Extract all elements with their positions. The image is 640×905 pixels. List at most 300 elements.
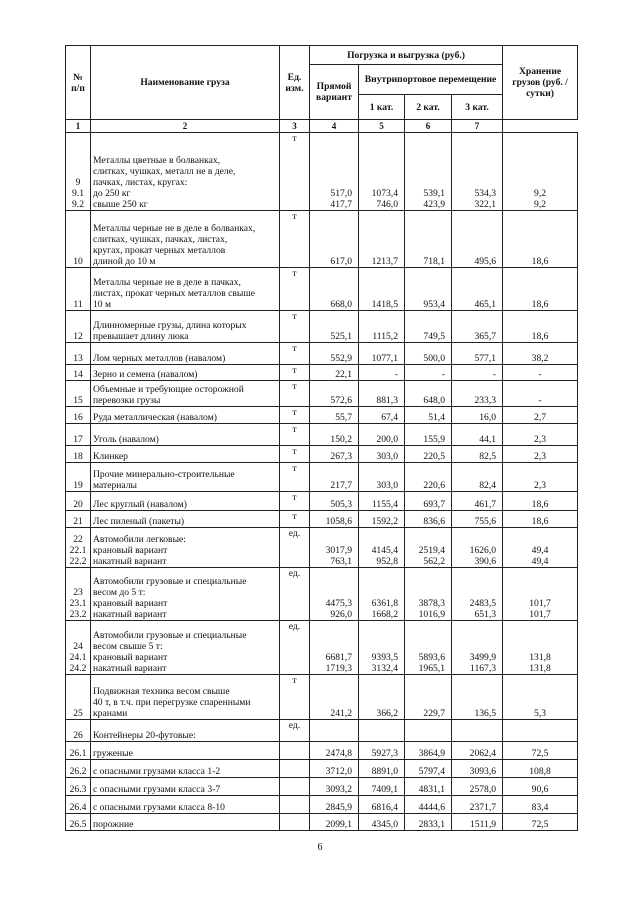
cat3-value-line: 465,1: [474, 299, 497, 310]
cat3-value: [452, 407, 503, 424]
direct-value: [310, 446, 359, 463]
row-number-line: 19: [73, 480, 83, 491]
cargo-name-line: Подвижная техника весом свыше: [93, 686, 230, 697]
direct-value: [310, 407, 359, 424]
cat2-value: [405, 381, 452, 407]
storage-value-line: 18,6: [531, 499, 549, 510]
storage-value-line: 72,5: [531, 819, 549, 830]
header-cat1: 1 кат.: [359, 95, 405, 120]
cat1-value-line: 1115,2: [372, 331, 398, 342]
cat3-value-line: -: [492, 369, 497, 380]
row-number: [66, 528, 91, 568]
header-cat2: 2 кат.: [405, 95, 452, 120]
cargo-name-line: Лом черных металлов (навалом): [93, 353, 226, 364]
cat1-value-line: 5927,3: [371, 748, 398, 759]
row-number-line: 10: [73, 256, 83, 267]
storage-value-line: 131,8: [529, 652, 551, 663]
cat2-value-line: 749,5: [423, 331, 445, 342]
cat3-value: [452, 528, 503, 568]
direct-value: [310, 778, 359, 796]
cat1-value: [359, 568, 405, 621]
cat3-value: [452, 211, 503, 268]
cat1-value-line: 4145,4: [371, 545, 398, 556]
cat2-value: [405, 365, 452, 381]
row-number-line: 17: [73, 434, 83, 445]
row-number-line: 24.1: [69, 652, 87, 663]
row-number-line: 23: [73, 587, 83, 598]
cat3-value-line: 365,7: [474, 331, 497, 342]
cat2-value-line: 423,9: [423, 199, 445, 210]
cat3-value-line: 322,1: [474, 199, 497, 210]
row-number-line: 9.1: [72, 188, 84, 199]
table-row: [66, 133, 578, 211]
cat3-value-line: 1167,3: [470, 663, 497, 674]
cat1-value-line: 746,0: [376, 199, 398, 210]
cat1-value: [359, 311, 405, 343]
cat1-value: [359, 133, 405, 211]
storage-value: [503, 211, 578, 268]
unit-cell: [280, 814, 310, 831]
cat3-value: [452, 424, 503, 446]
cargo-name: [91, 446, 280, 463]
unit-cell: т: [280, 268, 310, 311]
row-number-line: 24: [73, 641, 83, 652]
storage-value: [503, 796, 578, 814]
cat2-value-line: 718,1: [423, 256, 445, 267]
row-number: [66, 492, 91, 511]
cargo-name-line: с опасными грузами класса 1-2: [93, 766, 221, 777]
cat1-value: [359, 268, 405, 311]
cat1-value: [359, 343, 405, 365]
direct-value: [310, 492, 359, 511]
cargo-name: [91, 760, 280, 778]
cat2-value: [405, 675, 452, 720]
table-row: [66, 760, 578, 778]
cat1-value: [359, 528, 405, 568]
storage-value: [503, 343, 578, 365]
storage-value-line: 5,3: [534, 708, 547, 719]
storage-value-line: 101,7: [529, 598, 551, 609]
storage-value-line: 9,2: [534, 199, 547, 210]
cat3-value: [452, 778, 503, 796]
row-number: [66, 211, 91, 268]
cargo-name-line: Контейнеры 20-футовые:: [93, 730, 196, 741]
cat1-value-line: 303,0: [376, 480, 398, 491]
storage-value-line: 18,6: [531, 256, 549, 267]
cat2-value: [405, 796, 452, 814]
cargo-name: [91, 268, 280, 311]
cat2-value: [405, 760, 452, 778]
row-number-line: 13: [73, 353, 83, 364]
unit-cell: т: [280, 407, 310, 424]
direct-value-line: 6681,7: [325, 652, 352, 663]
unit-cell: [280, 778, 310, 796]
direct-value: [310, 365, 359, 381]
row-number: [66, 760, 91, 778]
direct-value: [310, 133, 359, 211]
cat1-value-line: 1668,2: [371, 609, 398, 620]
cat1-value: [359, 492, 405, 511]
direct-value-line: 763,1: [330, 556, 352, 567]
direct-value: [310, 760, 359, 778]
storage-value: [503, 365, 578, 381]
cat2-value-line: 648,0: [423, 395, 445, 406]
unit-cell: ед.: [280, 720, 310, 742]
cat3-value: [452, 796, 503, 814]
cat1-value-line: 1073,4: [371, 188, 398, 199]
direct-value-line: 3712,0: [325, 766, 352, 777]
cargo-name: [91, 568, 280, 621]
cat2-value-line: 5893,6: [418, 652, 445, 663]
row-number-line: 21: [73, 516, 83, 527]
cat1-value-line: 67,4: [381, 412, 398, 423]
unit-cell: ед.: [280, 528, 310, 568]
unit-cell: [280, 796, 310, 814]
tariff-table: [65, 45, 578, 831]
direct-value-line: 617,0: [330, 256, 352, 267]
row-number: [66, 814, 91, 831]
storage-value-line: 18,6: [531, 516, 549, 527]
cat3-value: [452, 720, 503, 742]
cat3-value: [452, 814, 503, 831]
row-number: [66, 463, 91, 492]
cat3-value-line: 3093,6: [469, 766, 497, 777]
table-row: [66, 568, 578, 621]
direct-value: [310, 720, 359, 742]
cat1-value: [359, 446, 405, 463]
cat1-value: [359, 407, 405, 424]
cargo-name: [91, 675, 280, 720]
header-loading-group: Погрузка и выгрузка (руб.): [310, 46, 503, 65]
cat3-value-line: 651,3: [474, 609, 497, 620]
cat3-value: [452, 463, 503, 492]
storage-value-line: 38,2: [531, 353, 549, 364]
cat1-value-line: 952,8: [376, 556, 398, 567]
table-row: [66, 446, 578, 463]
direct-value-line: 4475,3: [325, 598, 352, 609]
storage-value: [503, 814, 578, 831]
cargo-name: [91, 211, 280, 268]
row-number-line: 26.5: [69, 819, 87, 830]
storage-value-line: 18,6: [531, 331, 549, 342]
cargo-name: [91, 133, 280, 211]
cargo-name: [91, 407, 280, 424]
table-row: [66, 814, 578, 831]
direct-value-line: 241,2: [330, 708, 352, 719]
cat1-value-line: 3132,4: [371, 663, 398, 674]
row-number: [66, 311, 91, 343]
row-number-line: 22.1: [69, 545, 87, 556]
cat2-value-line: 220,5: [423, 451, 445, 462]
column-index: 5: [359, 120, 405, 133]
direct-value-line: 2845,9: [325, 802, 352, 813]
direct-value: [310, 742, 359, 760]
cat3-value: [452, 268, 503, 311]
cargo-name: [91, 381, 280, 407]
row-number: [66, 742, 91, 760]
cat3-value-line: 495,6: [474, 256, 497, 267]
row-number: [66, 343, 91, 365]
row-number-line: 9.2: [72, 199, 84, 210]
cat1-value: [359, 814, 405, 831]
table-body: [66, 133, 578, 831]
storage-value: [503, 720, 578, 742]
cargo-name-line: Прочие минерально-строительные: [93, 469, 235, 480]
direct-value-line: 2474,8: [325, 748, 352, 759]
unit-cell: т: [280, 365, 310, 381]
cat2-value: [405, 511, 452, 528]
cargo-name: [91, 621, 280, 675]
unit-cell: т: [280, 463, 310, 492]
cat3-value: [452, 133, 503, 211]
direct-value-line: 150,2: [330, 434, 352, 445]
cargo-name-line: крановый вариант: [93, 545, 168, 556]
cat1-value: [359, 675, 405, 720]
storage-value: [503, 463, 578, 492]
cargo-name-line: Автомобили грузовые и специальные: [93, 630, 247, 641]
unit-cell: т: [280, 381, 310, 407]
cat1-value-line: 366,2: [376, 708, 398, 719]
row-number: [66, 778, 91, 796]
cat1-value: [359, 760, 405, 778]
direct-value: [310, 343, 359, 365]
cat3-value-line: 82,4: [479, 480, 497, 491]
cat3-value-line: 16,0: [479, 412, 497, 423]
cargo-name-line: порожние: [93, 819, 134, 830]
table-row: [66, 511, 578, 528]
direct-value-line: 267,3: [330, 451, 352, 462]
unit-cell: т: [280, 675, 310, 720]
direct-value: [310, 311, 359, 343]
column-index: 4: [310, 120, 359, 133]
cat3-value-line: 1626,0: [469, 545, 497, 556]
table-row: [66, 528, 578, 568]
row-number: [66, 796, 91, 814]
header-direct: Прямой вариант: [310, 65, 359, 120]
cargo-name: [91, 742, 280, 760]
storage-value-line: 90,6: [531, 784, 549, 795]
storage-value: [503, 381, 578, 407]
storage-value: [503, 424, 578, 446]
cat1-value-line: 881,3: [376, 395, 398, 406]
row-number-line: 23.2: [69, 609, 87, 620]
cargo-name-line: Лес круглый (навалом): [93, 499, 187, 510]
cargo-name-line: длиной до 10 м: [93, 256, 156, 267]
storage-value-line: 2,3: [534, 451, 547, 462]
cat3-value: [452, 742, 503, 760]
column-index: 7: [452, 120, 503, 133]
direct-value: [310, 675, 359, 720]
unit-cell: т: [280, 424, 310, 446]
cat3-value-line: 1511,9: [470, 819, 497, 830]
cat1-value: [359, 463, 405, 492]
direct-value: [310, 211, 359, 268]
storage-value-line: 101,7: [529, 609, 551, 620]
row-number-line: 26: [73, 730, 83, 741]
cat3-value-line: 755,6: [474, 516, 497, 527]
cat3-value-line: 2062,4: [469, 748, 497, 759]
cargo-name-line: слитках, чушках, пачках, листах,: [93, 234, 228, 245]
direct-value: [310, 814, 359, 831]
cargo-name-line: Металлы цветные в болванках,: [93, 155, 221, 166]
unit-cell: [280, 742, 310, 760]
row-number-line: 9: [75, 177, 81, 188]
storage-value: [503, 778, 578, 796]
cat2-value-line: 562,2: [423, 556, 445, 567]
row-number: [66, 365, 91, 381]
cat3-value-line: 461,7: [474, 499, 497, 510]
cat1-value-line: -: [394, 369, 398, 380]
cat2-value-line: 953,4: [423, 299, 445, 310]
cat2-value-line: 1016,9: [418, 609, 445, 620]
header-name: Наименование груза: [91, 46, 280, 120]
header-storage: Хранение грузов (руб. /сутки): [503, 46, 578, 120]
storage-value-line: 9,2: [534, 188, 547, 199]
row-number: [66, 720, 91, 742]
row-number: [66, 621, 91, 675]
direct-value-line: 55,7: [335, 412, 352, 423]
cat1-value: [359, 511, 405, 528]
row-number-line: 25: [73, 708, 83, 719]
table-row: [66, 675, 578, 720]
row-number: [66, 568, 91, 621]
column-index: 2: [91, 120, 280, 133]
direct-value-line: 217,7: [330, 480, 352, 491]
table-row: [66, 463, 578, 492]
cat2-value-line: 539,1: [423, 188, 445, 199]
row-number: [66, 133, 91, 211]
cargo-name: [91, 365, 280, 381]
cargo-name: [91, 463, 280, 492]
cargo-name: [91, 311, 280, 343]
table-row: [66, 424, 578, 446]
row-number: [66, 675, 91, 720]
cargo-name-line: материалы: [93, 480, 137, 491]
cat1-value-line: 1155,4: [371, 499, 398, 510]
storage-value-line: 72,5: [531, 748, 549, 759]
cargo-name-line: 10 м: [93, 299, 112, 310]
cargo-name-line: крановый вариант: [93, 652, 168, 663]
direct-value-line: 3017,9: [325, 545, 352, 556]
table-row: [66, 311, 578, 343]
cargo-name: [91, 511, 280, 528]
cat3-value: [452, 365, 503, 381]
cargo-name-line: с опасными грузами класса 8-10: [93, 802, 225, 813]
cat2-value: [405, 268, 452, 311]
cargo-name-line: 40 т, в т.ч. при перегрузке спаренными: [93, 697, 251, 708]
cargo-name-line: весом свыше 5 т:: [93, 641, 163, 652]
storage-value-line: 2,7: [534, 412, 547, 423]
direct-value: [310, 268, 359, 311]
cat2-value-line: 2519,4: [418, 545, 445, 556]
cat2-value: [405, 621, 452, 675]
direct-value-line: 517,0: [330, 188, 352, 199]
cat2-value-line: 4444,6: [418, 802, 445, 813]
direct-value-line: 22,1: [335, 369, 352, 380]
cargo-name: [91, 720, 280, 742]
table-row: [66, 343, 578, 365]
cat2-value: [405, 568, 452, 621]
storage-value: [503, 311, 578, 343]
row-number: [66, 268, 91, 311]
cat3-value: [452, 492, 503, 511]
unit-cell: т: [280, 492, 310, 511]
cargo-name-line: весом до 5 т:: [93, 587, 146, 598]
header-unit: Ед. изм.: [280, 46, 310, 120]
row-number-line: 18: [73, 451, 83, 462]
cat1-value: [359, 720, 405, 742]
unit-cell: т: [280, 311, 310, 343]
direct-value-line: 552,9: [330, 353, 352, 364]
column-index: 6: [405, 120, 452, 133]
storage-value: [503, 446, 578, 463]
storage-value-line: 131,8: [529, 663, 551, 674]
cargo-name-line: Уголь (навалом): [93, 434, 159, 445]
row-number-line: 12: [73, 331, 83, 342]
cat3-value-line: 136,5: [474, 708, 497, 719]
table-row: [66, 365, 578, 381]
cat2-value: [405, 528, 452, 568]
cat3-value-line: 2578,0: [469, 784, 497, 795]
row-number-line: 22: [73, 534, 83, 545]
storage-value-line: 108,8: [529, 766, 551, 777]
cargo-name-line: Металлы черные не в деле в болванках,: [93, 223, 256, 234]
cat3-value-line: 577,1: [474, 353, 497, 364]
unit-cell: т: [280, 343, 310, 365]
direct-value: [310, 528, 359, 568]
table-row: [66, 778, 578, 796]
cat2-value: [405, 311, 452, 343]
cargo-name-line: до 250 кг: [93, 188, 131, 199]
cargo-name-line: Автомобили грузовые и специальные: [93, 576, 247, 587]
row-number-line: 26.4: [69, 802, 87, 813]
cargo-name-line: пачках, листах, кругах:: [93, 177, 188, 188]
cargo-name-line: с опасными грузами класса 3-7: [93, 784, 221, 795]
cargo-name-line: превышает длину люка: [93, 331, 189, 342]
cargo-name-line: накатный вариант: [93, 663, 167, 674]
row-number: [66, 446, 91, 463]
direct-value: [310, 381, 359, 407]
direct-value-line: 572,6: [330, 395, 352, 406]
cargo-name-line: Длинномерные грузы, длина которых: [93, 320, 247, 331]
cat3-value-line: 233,3: [474, 395, 497, 406]
storage-value: [503, 675, 578, 720]
cat2-value: [405, 424, 452, 446]
cat2-value: [405, 133, 452, 211]
cat1-value-line: 9393,5: [371, 652, 398, 663]
row-number-line: 26.2: [69, 766, 87, 777]
cat1-value-line: 1077,1: [371, 353, 398, 364]
storage-value-line: -: [538, 369, 542, 380]
cat3-value-line: 2371,7: [469, 802, 497, 813]
cat2-value-line: 1965,1: [418, 663, 445, 674]
unit-cell: т: [280, 511, 310, 528]
unit-cell: ед.: [280, 621, 310, 675]
cargo-name: [91, 343, 280, 365]
cat1-value-line: 1592,2: [371, 516, 398, 527]
table-row: [66, 492, 578, 511]
cat3-value-line: 44,1: [479, 434, 497, 445]
header-internal-group: Внутрипортовое перемещение: [359, 65, 503, 95]
cargo-name: [91, 424, 280, 446]
cargo-name-line: Руда металлическая (навалом): [93, 412, 217, 423]
cargo-name: [91, 492, 280, 511]
direct-value: [310, 568, 359, 621]
direct-value-line: 3093,2: [325, 784, 352, 795]
cargo-name-line: листах, прокат черных металлов свыше: [93, 288, 256, 299]
cat3-value-line: 2483,5: [469, 598, 497, 609]
cat3-value: [452, 568, 503, 621]
